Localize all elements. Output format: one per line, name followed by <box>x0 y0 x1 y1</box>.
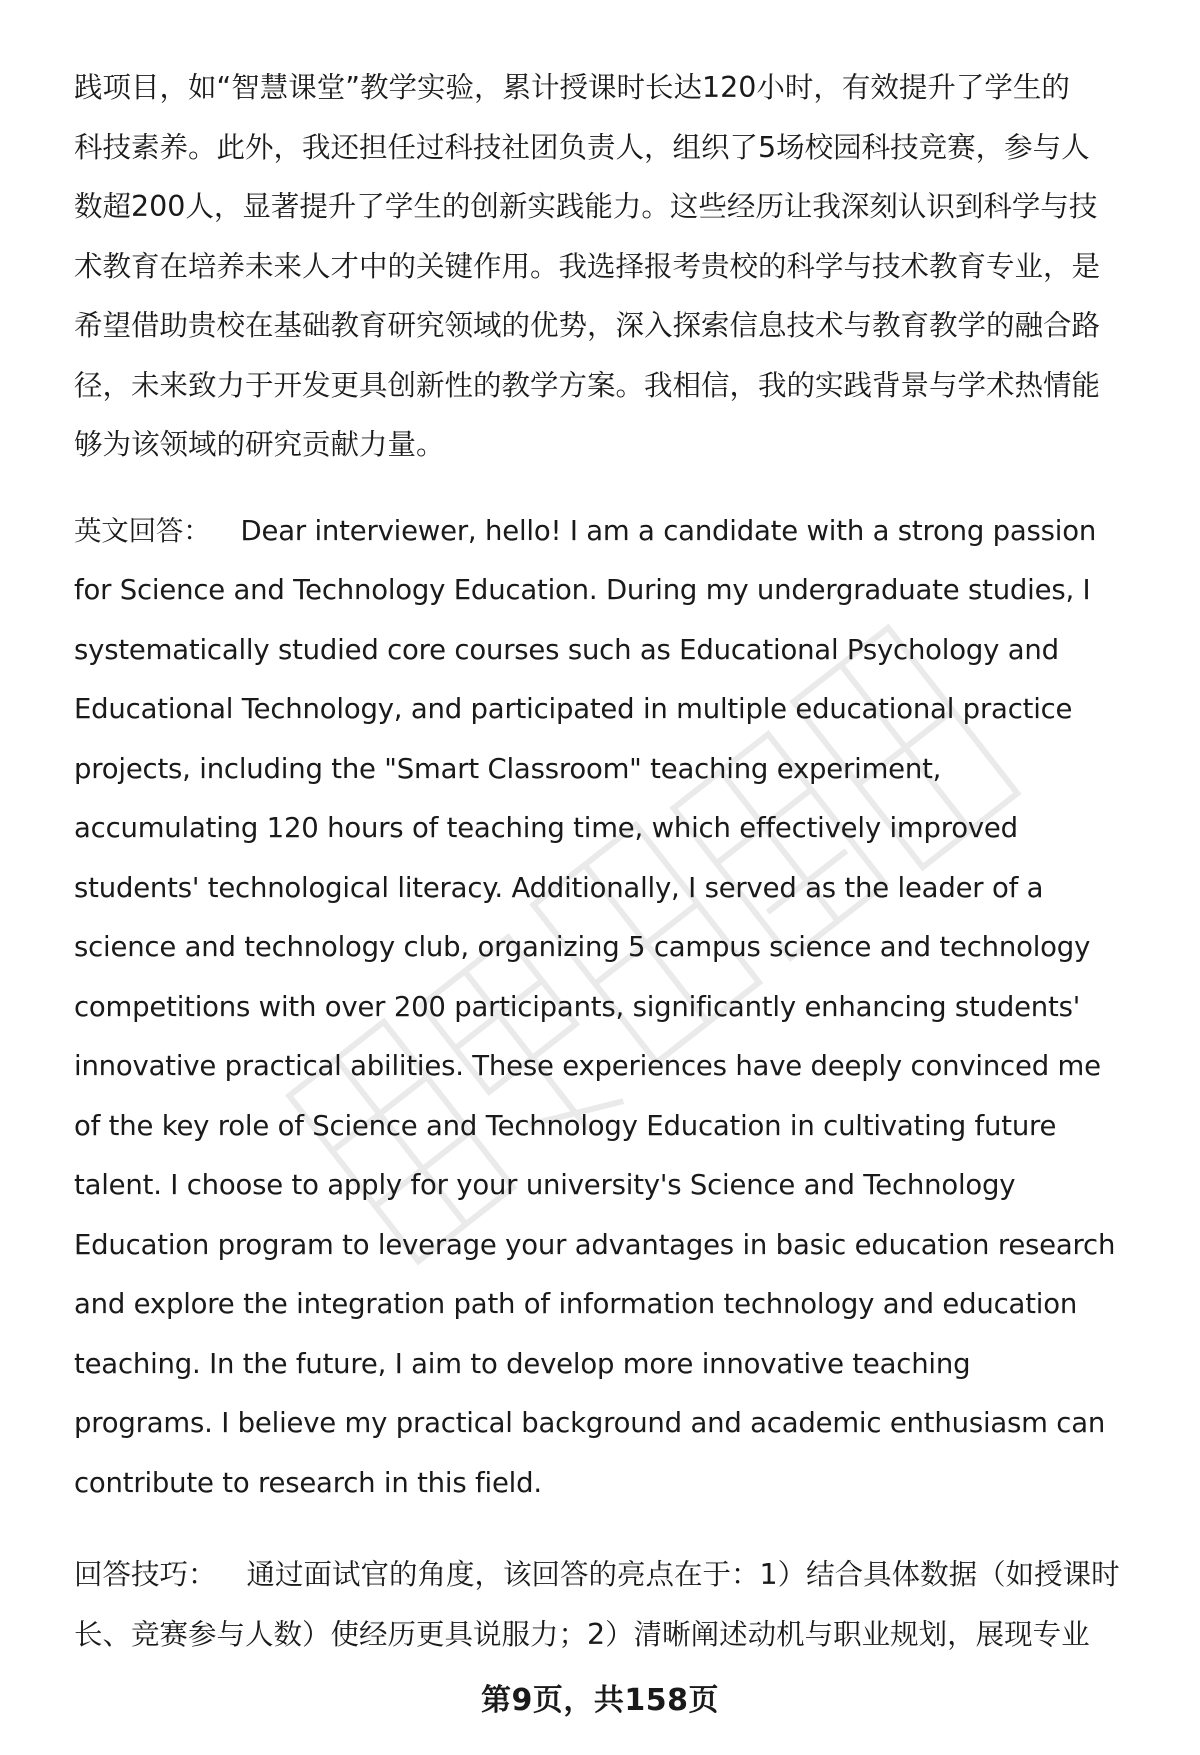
text-line: accumulating 120 hours of teaching time, which effectively improved <box>74 812 1018 844</box>
text-line: innovative practical abilities. These experiences have deeply convinced me <box>74 1050 1101 1082</box>
text-line: teaching. In the future, I aim to develop more innovative teaching <box>74 1347 971 1380</box>
tips-text: 通过面试官的角度，该回答的亮点在于：1）结合具体数据（如授课时 <box>246 1558 1120 1591</box>
text-line: 长、竞赛参与人数）使经历更具说服力；2）清晰阐述动机与职业规划，展现专业 <box>74 1617 1090 1651</box>
text-line: Educational Technology, and participated in multiple educational practice <box>74 693 1073 725</box>
page-number: 第9页，共158页 <box>481 1683 719 1718</box>
text-line: students' technological literacy. Additionally, I served as the leader of a <box>74 871 1044 904</box>
text-line: talent. I choose to apply for your university's Science and Technology <box>74 1169 1016 1201</box>
text-line <box>74 1545 1164 1605</box>
text-line: 径，未来致力于开发更具创新性的教学方案。我相信，我的实践背景与学术热情能 <box>74 368 1101 402</box>
tips-paragraph <box>74 1545 1164 1664</box>
text-line: 术教育在培养未来人才中的关键作用。我选择报考贵校的科学与技术教育专业，是 <box>74 249 1101 283</box>
text-line: competitions with over 200 participants, significantly enhancing students' <box>74 990 1081 1023</box>
text-line: projects, including the "Smart Classroom" teaching experiment, <box>74 752 942 785</box>
text-line: Education program to leverage your advantages in basic education research <box>74 1228 1116 1261</box>
en-answer-label: 英文回答： <box>74 514 211 547</box>
text-line: and explore the integration path of information technology and education <box>74 1288 1078 1320</box>
text-line: 希望借助贵校在基础教育研究领域的优势，深入探索信息技术与教育教学的融合路 <box>74 309 1101 342</box>
tips-label: 回答技巧： <box>74 1558 217 1591</box>
text-line <box>74 502 1164 562</box>
en-answer-text: Dear interviewer, hello! I am a candidate with a strong passion <box>240 514 1097 547</box>
text-line: systematically studied core courses such as Educational Psychology and <box>74 633 1059 666</box>
text-line: 够为该领域的研究贡献力量。 <box>74 428 445 461</box>
text-line: contribute to research in this field. <box>74 1466 542 1499</box>
en-answer-paragraph <box>74 502 1164 1514</box>
text-line: programs. I believe my practical background and academic enthusiasm can <box>74 1407 1106 1439</box>
text-line: of the key role of Science and Technology Education in cultivating future <box>74 1109 1057 1142</box>
cn-answer-paragraph <box>74 58 1164 475</box>
text-line: science and technology club, organizing 5 campus science and technology <box>74 931 1091 963</box>
text-line: 科技素养。此外，我还担任过科技社团负责人，组织了5场校园科技竞赛，参与人 <box>74 130 1090 164</box>
text-line: 数超200人，显著提升了学生的创新实践能力。这些经历让我深刻认识到科学与技 <box>74 190 1098 223</box>
text-line: for Science and Technology Education. During my undergraduate studies, I <box>74 574 1091 606</box>
text-line: 践项目，如“智慧课堂”教学实验，累计授课时长达120小时，有效提升了学生的 <box>74 71 1070 104</box>
content <box>74 58 1164 1664</box>
